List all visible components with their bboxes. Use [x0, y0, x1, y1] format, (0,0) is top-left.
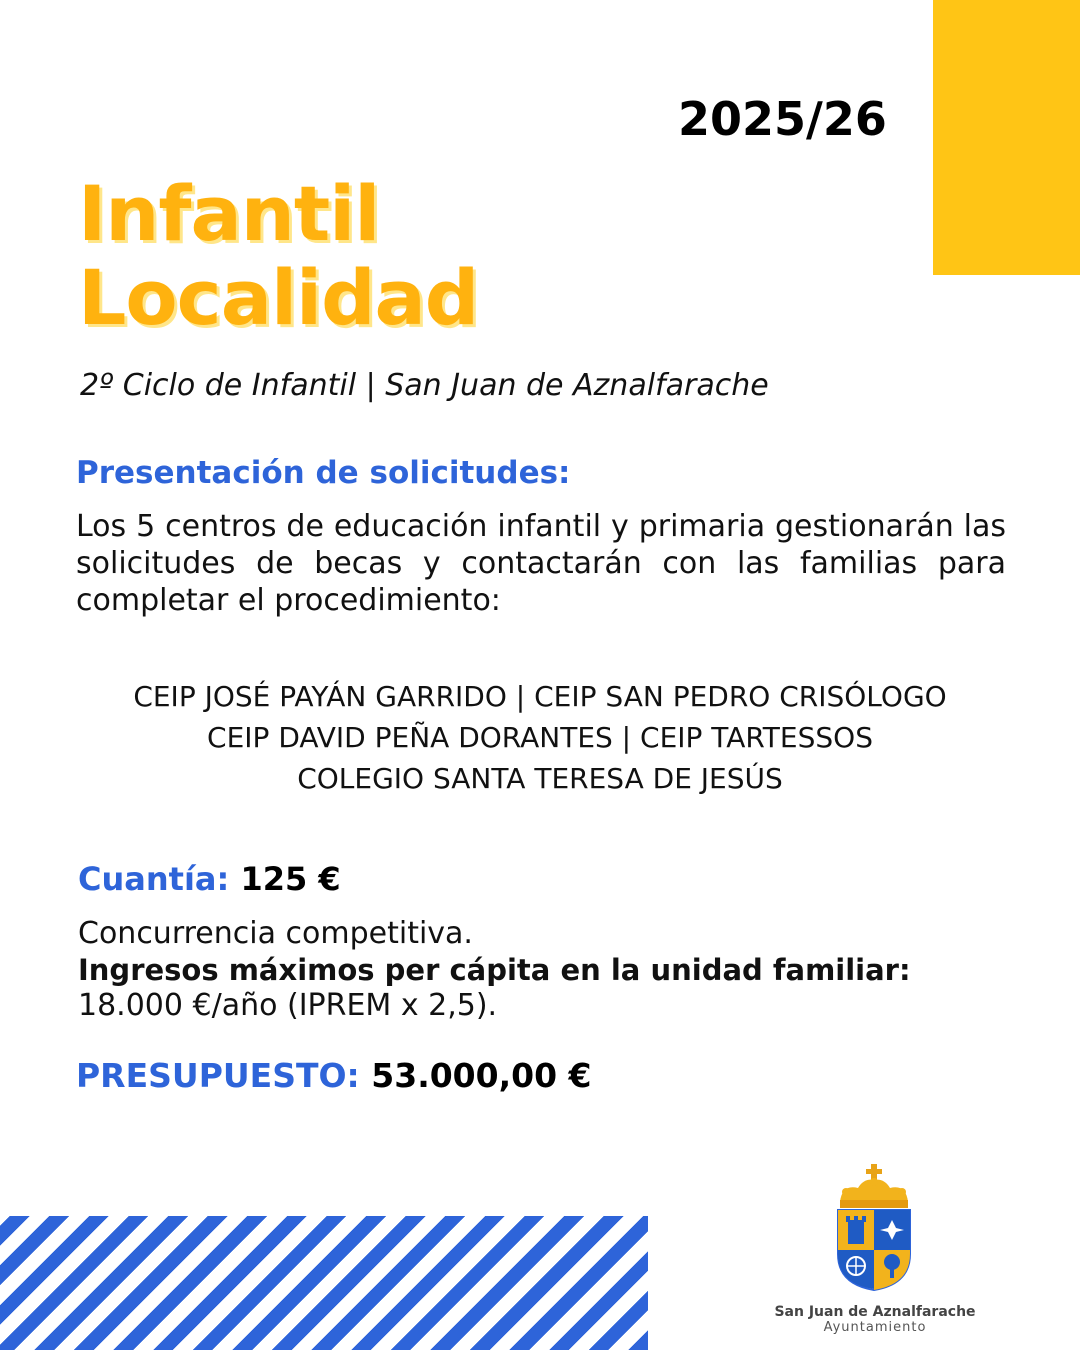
- cuantia-value: 125 €: [240, 860, 341, 898]
- condition-income-label: Ingresos máximos per cápita en la unidad familiar:: [78, 953, 911, 987]
- presupuesto-value: 53.000,00 €: [371, 1056, 592, 1095]
- presupuesto: [76, 1056, 592, 1095]
- striped-decoration: [0, 1216, 648, 1350]
- school-line: CEIP JOSÉ PAYÁN GARRIDO | CEIP SAN PEDRO CRISÓLOGO: [133, 680, 947, 713]
- school-year: 2025/26: [678, 92, 887, 146]
- town-logo-text: [760, 1304, 990, 1335]
- subtitle: 2º Ciclo de Infantil | San Juan de Aznalfarache: [80, 368, 769, 403]
- school-line: CEIP DAVID PEÑA DORANTES | CEIP TARTESSOS: [207, 721, 873, 754]
- condition-income-value: 18.000 €/año (IPREM x 2,5).: [78, 988, 498, 1023]
- title-line-1: Infantil: [78, 169, 380, 258]
- coat-of-arms-icon: [830, 1162, 918, 1302]
- cuantia: [78, 860, 341, 898]
- cuantia-label: Cuantía:: [78, 860, 230, 898]
- yellow-accent-bar: [933, 0, 1080, 275]
- condition-competitive: Concurrencia competitiva.: [78, 916, 473, 951]
- page-title: [78, 169, 479, 342]
- town-name: San Juan de Aznalfarache: [774, 1304, 976, 1320]
- presupuesto-label: PRESUPUESTO:: [76, 1056, 360, 1095]
- town-sub: Ayuntamiento: [823, 1320, 927, 1335]
- title-line-2: Localidad: [78, 253, 479, 342]
- solicitudes-heading: Presentación de solicitudes:: [76, 455, 571, 491]
- school-line: COLEGIO SANTA TERESA DE JESÚS: [297, 762, 783, 795]
- solicitudes-text: Los 5 centros de educación infantil y primaria gestionarán las solicitudes de becas y contactarán con las familias para completar el procedimiento:: [76, 509, 1006, 618]
- conditions: [78, 916, 1038, 1024]
- school-list: [60, 676, 1020, 799]
